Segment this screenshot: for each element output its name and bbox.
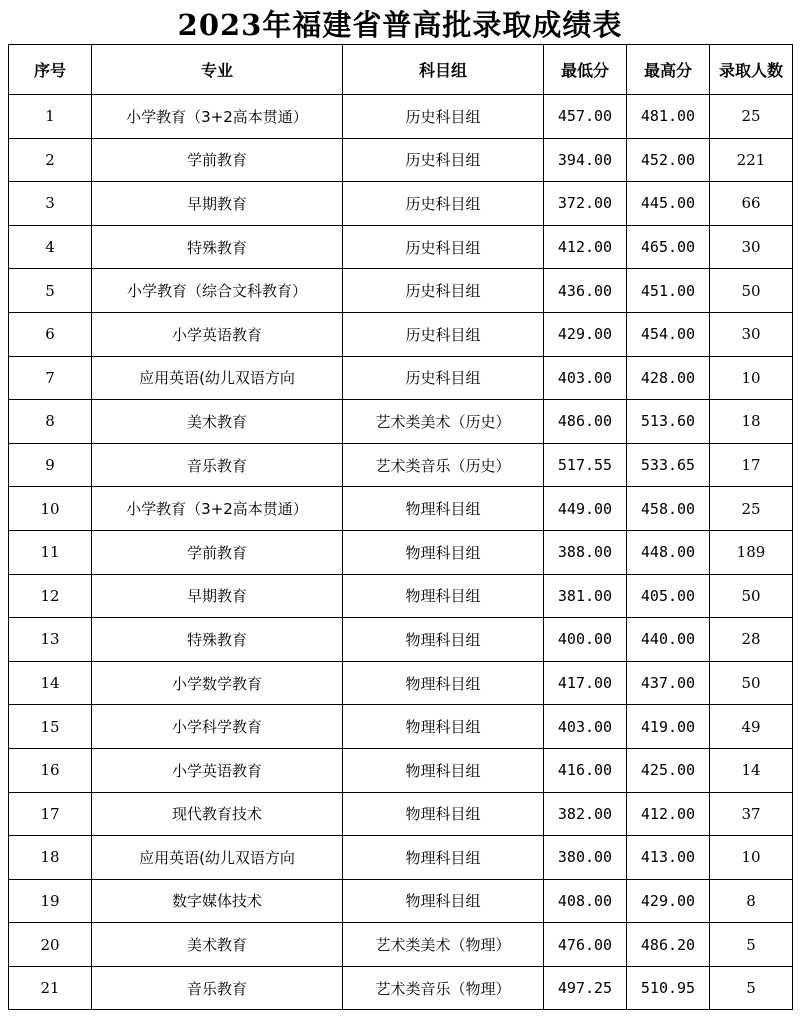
cell-admitted-count: 25	[710, 95, 793, 139]
table-row	[9, 574, 793, 618]
cell-admitted-count: 18	[710, 400, 793, 444]
cell-max-score: 486.20	[627, 923, 710, 967]
cell-admitted-count: 17	[710, 443, 793, 487]
table-row	[9, 966, 793, 1010]
cell-major: 应用英语(幼儿双语方向	[92, 356, 343, 400]
cell-min-score: 400.00	[544, 618, 627, 662]
cell-min-score: 412.00	[544, 225, 627, 269]
cell-subject-group: 物理科目组	[343, 487, 544, 531]
cell-no: 17	[9, 792, 92, 836]
column-header-subject-group: 科目组	[343, 45, 544, 95]
cell-admitted-count: 50	[710, 574, 793, 618]
cell-major: 小学英语教育	[92, 748, 343, 792]
cell-no: 14	[9, 661, 92, 705]
cell-major: 应用英语(幼儿双语方向	[92, 836, 343, 880]
table-row	[9, 312, 793, 356]
table-row	[9, 443, 793, 487]
table-row	[9, 138, 793, 182]
cell-max-score: 437.00	[627, 661, 710, 705]
cell-min-score: 517.55	[544, 443, 627, 487]
table-row	[9, 269, 793, 313]
cell-subject-group: 物理科目组	[343, 530, 544, 574]
cell-subject-group: 艺术类音乐（物理）	[343, 966, 544, 1010]
cell-max-score: 454.00	[627, 312, 710, 356]
cell-max-score: 413.00	[627, 836, 710, 880]
cell-max-score: 440.00	[627, 618, 710, 662]
cell-max-score: 445.00	[627, 182, 710, 226]
page-title: 2023年福建省普高批录取成绩表	[177, 8, 623, 42]
cell-subject-group: 艺术类美术（历史）	[343, 400, 544, 444]
cell-major: 特殊教育	[92, 618, 343, 662]
cell-min-score: 372.00	[544, 182, 627, 226]
cell-major: 美术教育	[92, 923, 343, 967]
table-header-row	[9, 45, 793, 95]
cell-subject-group: 艺术类美术（物理）	[343, 923, 544, 967]
cell-admitted-count: 49	[710, 705, 793, 749]
table-row	[9, 923, 793, 967]
cell-min-score: 381.00	[544, 574, 627, 618]
cell-admitted-count: 8	[710, 879, 793, 923]
cell-no: 9	[9, 443, 92, 487]
table-row	[9, 748, 793, 792]
cell-admitted-count: 50	[710, 661, 793, 705]
cell-major: 数字媒体技术	[92, 879, 343, 923]
table-row	[9, 836, 793, 880]
cell-min-score: 457.00	[544, 95, 627, 139]
cell-major: 学前教育	[92, 138, 343, 182]
cell-subject-group: 历史科目组	[343, 269, 544, 313]
cell-no: 5	[9, 269, 92, 313]
table-row	[9, 95, 793, 139]
cell-no: 3	[9, 182, 92, 226]
cell-admitted-count: 30	[710, 225, 793, 269]
cell-max-score: 405.00	[627, 574, 710, 618]
cell-no: 19	[9, 879, 92, 923]
cell-subject-group: 物理科目组	[343, 748, 544, 792]
cell-admitted-count: 25	[710, 487, 793, 531]
cell-no: 11	[9, 530, 92, 574]
cell-max-score: 533.65	[627, 443, 710, 487]
cell-subject-group: 物理科目组	[343, 792, 544, 836]
cell-admitted-count: 50	[710, 269, 793, 313]
cell-min-score: 449.00	[544, 487, 627, 531]
cell-max-score: 513.60	[627, 400, 710, 444]
cell-min-score: 497.25	[544, 966, 627, 1010]
cell-max-score: 481.00	[627, 95, 710, 139]
cell-min-score: 436.00	[544, 269, 627, 313]
cell-no: 18	[9, 836, 92, 880]
column-header-max-score: 最高分	[627, 45, 710, 95]
cell-subject-group: 物理科目组	[343, 879, 544, 923]
table-row	[9, 661, 793, 705]
cell-max-score: 412.00	[627, 792, 710, 836]
cell-major: 小学数学教育	[92, 661, 343, 705]
admission-scores-table	[8, 44, 793, 1010]
table-row	[9, 879, 793, 923]
cell-max-score: 465.00	[627, 225, 710, 269]
cell-subject-group: 历史科目组	[343, 225, 544, 269]
cell-subject-group: 历史科目组	[343, 182, 544, 226]
cell-admitted-count: 5	[710, 923, 793, 967]
cell-no: 6	[9, 312, 92, 356]
cell-major: 美术教育	[92, 400, 343, 444]
cell-max-score: 428.00	[627, 356, 710, 400]
cell-min-score: 403.00	[544, 705, 627, 749]
table-body	[9, 95, 793, 1010]
cell-subject-group: 艺术类音乐（历史）	[343, 443, 544, 487]
cell-admitted-count: 30	[710, 312, 793, 356]
cell-min-score: 388.00	[544, 530, 627, 574]
table-row	[9, 792, 793, 836]
cell-admitted-count: 14	[710, 748, 793, 792]
cell-max-score: 425.00	[627, 748, 710, 792]
cell-max-score: 452.00	[627, 138, 710, 182]
cell-min-score: 403.00	[544, 356, 627, 400]
cell-admitted-count: 189	[710, 530, 793, 574]
cell-min-score: 408.00	[544, 879, 627, 923]
table-row	[9, 356, 793, 400]
cell-no: 8	[9, 400, 92, 444]
cell-no: 10	[9, 487, 92, 531]
cell-no: 7	[9, 356, 92, 400]
column-header-admitted-count: 录取人数	[710, 45, 793, 95]
cell-subject-group: 历史科目组	[343, 95, 544, 139]
table-row	[9, 618, 793, 662]
cell-admitted-count: 10	[710, 356, 793, 400]
cell-major: 学前教育	[92, 530, 343, 574]
cell-subject-group: 历史科目组	[343, 356, 544, 400]
cell-major: 音乐教育	[92, 443, 343, 487]
cell-no: 12	[9, 574, 92, 618]
cell-max-score: 419.00	[627, 705, 710, 749]
cell-major: 早期教育	[92, 182, 343, 226]
cell-no: 4	[9, 225, 92, 269]
cell-no: 20	[9, 923, 92, 967]
cell-max-score: 429.00	[627, 879, 710, 923]
cell-major: 特殊教育	[92, 225, 343, 269]
cell-subject-group: 物理科目组	[343, 574, 544, 618]
column-header-no: 序号	[9, 45, 92, 95]
cell-admitted-count: 28	[710, 618, 793, 662]
cell-major: 小学教育（3+2高本贯通）	[92, 487, 343, 531]
column-header-min-score: 最低分	[544, 45, 627, 95]
table-row	[9, 530, 793, 574]
cell-min-score: 486.00	[544, 400, 627, 444]
cell-min-score: 429.00	[544, 312, 627, 356]
cell-no: 16	[9, 748, 92, 792]
cell-max-score: 510.95	[627, 966, 710, 1010]
cell-no: 1	[9, 95, 92, 139]
cell-subject-group: 物理科目组	[343, 705, 544, 749]
cell-major: 音乐教育	[92, 966, 343, 1010]
cell-no: 2	[9, 138, 92, 182]
cell-no: 15	[9, 705, 92, 749]
cell-admitted-count: 66	[710, 182, 793, 226]
table-row	[9, 225, 793, 269]
table-row	[9, 487, 793, 531]
table-row	[9, 400, 793, 444]
cell-min-score: 394.00	[544, 138, 627, 182]
cell-major: 小学教育（综合文科教育）	[92, 269, 343, 313]
column-header-major: 专业	[92, 45, 343, 95]
cell-subject-group: 历史科目组	[343, 138, 544, 182]
cell-subject-group: 物理科目组	[343, 836, 544, 880]
cell-max-score: 448.00	[627, 530, 710, 574]
cell-admitted-count: 221	[710, 138, 793, 182]
cell-max-score: 458.00	[627, 487, 710, 531]
cell-subject-group: 物理科目组	[343, 618, 544, 662]
cell-admitted-count: 37	[710, 792, 793, 836]
cell-major: 现代教育技术	[92, 792, 343, 836]
cell-subject-group: 历史科目组	[343, 312, 544, 356]
cell-major: 小学英语教育	[92, 312, 343, 356]
cell-max-score: 451.00	[627, 269, 710, 313]
cell-major: 早期教育	[92, 574, 343, 618]
cell-admitted-count: 10	[710, 836, 793, 880]
cell-subject-group: 物理科目组	[343, 661, 544, 705]
cell-min-score: 380.00	[544, 836, 627, 880]
cell-admitted-count: 5	[710, 966, 793, 1010]
cell-major: 小学科学教育	[92, 705, 343, 749]
cell-min-score: 417.00	[544, 661, 627, 705]
cell-no: 21	[9, 966, 92, 1010]
table-row	[9, 182, 793, 226]
table-row	[9, 705, 793, 749]
cell-min-score: 382.00	[544, 792, 627, 836]
cell-min-score: 416.00	[544, 748, 627, 792]
cell-no: 13	[9, 618, 92, 662]
cell-min-score: 476.00	[544, 923, 627, 967]
cell-major: 小学教育（3+2高本贯通）	[92, 95, 343, 139]
